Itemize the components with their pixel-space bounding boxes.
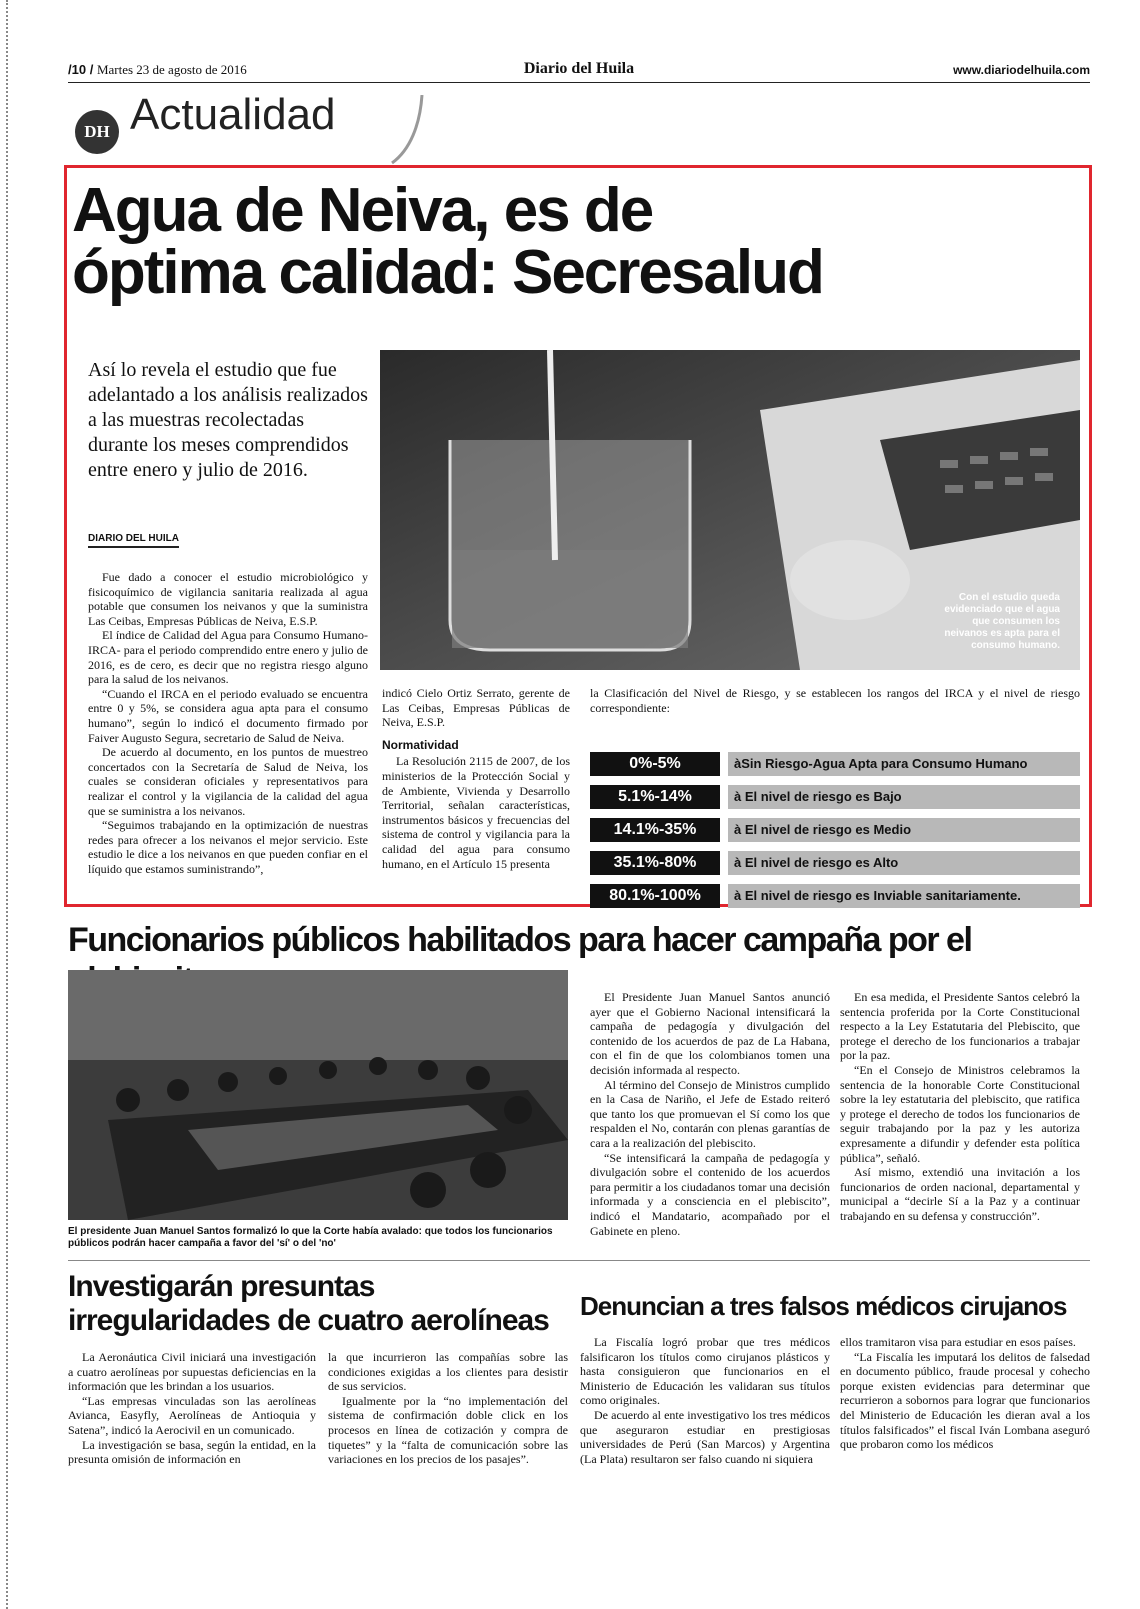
paragraph: Igualmente por la “no implementación del sistema de confirmación doble click en los procesos en línea de cotización y compra de tiquetes” y la “falta de comunicación sobre las variaciones en los precios de los pasajes”. [328, 1393, 568, 1467]
subhead-normatividad: Normatividad [382, 737, 459, 752]
story4-column-1 [580, 1335, 830, 1466]
risk-range: 35.1%-80% [590, 851, 720, 875]
story3-headline-line2: irregularidades de cuatro aerolíneas [68, 1304, 549, 1337]
risk-level: à El nivel de riesgo es Alto [728, 851, 1080, 875]
risk-level: à El nivel de riesgo es Bajo [728, 785, 1080, 809]
paragraph: la Clasificación del Nivel de Riesgo, y se establecen los rangos del IRCA y el nivel de riesgo correspondiente: [590, 686, 1080, 715]
page-header [68, 60, 1090, 83]
council-illustration [68, 970, 568, 1220]
story4-headline: Denuncian a tres falsos médicos cirujanos [580, 1291, 1067, 1321]
story4-column-2 [840, 1335, 1090, 1452]
main-column-3 [590, 686, 1080, 715]
website-url: www.diariodelhuila.com [953, 63, 1090, 77]
paragraph: El índice de Calidad del Agua para Consumo Humano- IRCA- para el periodo comprendido entre enero y julio de 2016, es de cero, es decir que no registra riesgo alguno para la salud de los neivanos. [88, 628, 368, 687]
paragraph: La Fiscalía logró probar que tres médicos falsificaron los títulos como cirujanos plásticos y hasta consiguieron que funcionarios en el Ministerio de Educación les validaran sus títulos como originales. [580, 1335, 830, 1408]
risk-level: à El nivel de riesgo es Medio [728, 818, 1080, 842]
paragraph: la que incurrieron las compañías sobre las condiciones exigidas a los clientes para desistir de sus servicios. [328, 1350, 568, 1394]
risk-range: 14.1%-35% [590, 818, 720, 842]
story3-headline [68, 1270, 568, 1338]
page-number-date: /10 / Martes 23 de agosto de 2016 [68, 62, 247, 77]
paragraph: De acuerdo al documento, en los puntos de muestreo concertados con la Secretaría de Salud de Neiva, los cuales se consideran oficiales y representativos para realizar el control y la vigilancia de la calidad del agua que se suministra a los neivanos. [88, 745, 368, 818]
story2-headline: Funcionarios públicos habilitados para hacer campaña por el [68, 921, 972, 959]
section-swoosh [390, 95, 430, 165]
main-deck: Así lo revela el estudio que fue adelantado a los análisis realizados a las muestras recolectadas durante los meses comprendidos entre enero y julio de 2016. [88, 359, 368, 481]
risk-level: àSin Riesgo-Agua Apta para Consumo Humano [728, 752, 1080, 776]
risk-row [590, 851, 1080, 875]
paragraph: “La Fiscalía les imputará los delitos de falsedad en documento público, fraude procesal y cohecho porque existen evidencias para determinar que recurrieron a sobornos para lograr que funcionarios del Ministerio de Educación les dieran aval a los títulos falsificados” el fiscal Iván Lombana aseguró que probaron como los médicos [840, 1349, 1090, 1452]
paragraph: indicó Cielo Ortiz Serrato, gerente de Las Ceibas, Empresas Públicas de Neiva, E.S.P. [382, 686, 570, 730]
story3-column-1 [68, 1350, 316, 1467]
paragraph: La Aeronáutica Civil iniciará una investigación a cuatro aerolíneas por supuestas deficiencias en la información que les brindan a los usuarios. [68, 1350, 316, 1394]
paragraph: Así mismo, extendió una invitación a los funcionarios de orden nacional, departamental y municipal a “decirle Sí a la Paz y a continuar trabajando en su defensa y construcción”. [840, 1165, 1080, 1223]
issue-date: Martes 23 de agosto de 2016 [96, 62, 247, 77]
risk-row [590, 752, 1080, 776]
story3-column-2 [328, 1350, 568, 1467]
photo-caption: Con el estudio queda evidenciado que el agua que consumen los neivanos es apta para el consumo humano. [944, 592, 1060, 651]
paragraph: El Presidente Juan Manuel Santos anunció ayer que el Gobierno Nacional intensificará la campaña de pedagogía y divulgación del contenido de los acuerdos de paz de La Habana, con el fin de que los colombianos tomen una decisión informada al respecto. [590, 990, 830, 1077]
paragraph: “Las empresas vinculadas son las aerolíneas Avianca, Easyfly, Aerolíneas de Antioquia y Satena”, indicó la Aerocivil en un comunicado. [68, 1393, 316, 1437]
risk-row [590, 785, 1080, 809]
risk-range: 80.1%-100% [590, 884, 720, 908]
risk-row [590, 884, 1080, 908]
paragraph: De acuerdo al ente investigativo los tres médicos que aseguraron estudiar en prestigiosas universidades de Perú (San Marcos) y Argentina (La Plata) resultaron ser falso cuando ni siquiera [580, 1407, 830, 1466]
council-photo-caption: El presidente Juan Manuel Santos formalizó lo que la Corte había avalado: que todos los funcionarios públicos podrán hacer campaña a favor del 'sí' o del 'no' [68, 1226, 553, 1249]
water-sample-photo [380, 350, 1080, 670]
dh-logo: DH [75, 110, 119, 154]
paragraph: En esa medida, el Presidente Santos celebró la sentencia proferida por la Corte Constitucional respecto a la Ley Estatutaria del Plebiscito, que protege el derecho de los funcionarios a trabajar por la paz. [840, 990, 1080, 1063]
main-headline-line2: óptima calidad: Secresalud [72, 238, 823, 307]
council-photo [68, 970, 568, 1220]
newspaper-name-part2: Huila [595, 60, 635, 77]
story3-headline-line1: Investigarán presuntas [68, 1270, 375, 1303]
paragraph: ellos tramitaron visa para estudiar en esos países. [840, 1335, 1076, 1349]
newspaper-name [68, 60, 1090, 78]
newspaper-name-part1: Diario del [523, 60, 596, 77]
section-title: Actualidad [130, 90, 336, 139]
paragraph: La Resolución 2115 de 2007, de los ministerios de la Protección Social y de Ambiente, Vivienda y Desarrollo Territorial, señalan características, instrumentos básicos y frecuencias del sistema de control y vigilancia para la calidad del agua para consumo humano, en el Artículo 15 presenta [382, 754, 570, 871]
paragraph: “Se intensificará la campaña de pedagogía y divulgación sobre el contenido de los acuerdos para permitir a los ciudadanos tomar una decisión informada y a consciencia en el plebiscito”, indicó el Mandatario, acompañado por el Gabinete en pleno. [590, 1150, 830, 1238]
paragraph: La investigación se basa, según la entidad, en la presunta omisión de información en [68, 1437, 316, 1467]
risk-level: à El nivel de riesgo es Inviable sanitariamente. [728, 884, 1080, 908]
page-fold-line [6, 0, 8, 1609]
main-headline-line1: Agua de Neiva, es de [72, 176, 653, 245]
risk-range: 5.1%-14% [590, 785, 720, 809]
paragraph: Fue dado a conocer el estudio microbiológico y fisicoquímico de vigilancia sanitaria realizada al agua potable que consumen los neivanos y que la suministra Las Ceibas, Empresas Públicas de Neiva, E.S.P. [88, 570, 368, 628]
paragraph: “Cuando el IRCA en el periodo evaluado se encuentra entre 0 y 5%, se considera agua apta para el consumo humano”, según lo indicó el documento firmado por Faiver Augusto Segura, secretario de Salud de Neiva. [88, 686, 368, 745]
main-column-1 [88, 570, 368, 876]
main-column-2 [382, 686, 570, 871]
byline: DIARIO DEL HUILA [88, 533, 179, 548]
risk-row [590, 818, 1080, 842]
page-number: 10 [71, 62, 87, 77]
story2-column-1 [590, 990, 830, 1238]
risk-range: 0%-5% [590, 752, 720, 776]
story2-column-2 [840, 990, 1080, 1224]
main-headline [72, 176, 1082, 307]
section-divider [68, 1260, 1090, 1261]
paragraph: Al término del Consejo de Ministros cumplido en la Casa de Nariño, el Jefe de Estado reiteró que tanto los que promuevan el Sí como los que respalden el No, contarán con plenas garantías de cara a la realización del plebiscito. [590, 1077, 830, 1150]
paragraph: “Seguimos trabajando en la optimización de nuestras redes para ofrecer a los neivanos el mejor servicio. Este estudio le dice a los neivanos en que pueden confiar en el líquido que estamos suministrando”, [88, 818, 368, 876]
paragraph: “En el Consejo de Ministros celebramos la sentencia de la honorable Corte Constitucional sobre la ley estatutaria del plebiscito, que ratifica y protege el derecho de todos los funcionarios de seguir trabajando por la paz y les autoriza expresamente a difundir y defender esta política pública”, señaló. [840, 1062, 1080, 1165]
